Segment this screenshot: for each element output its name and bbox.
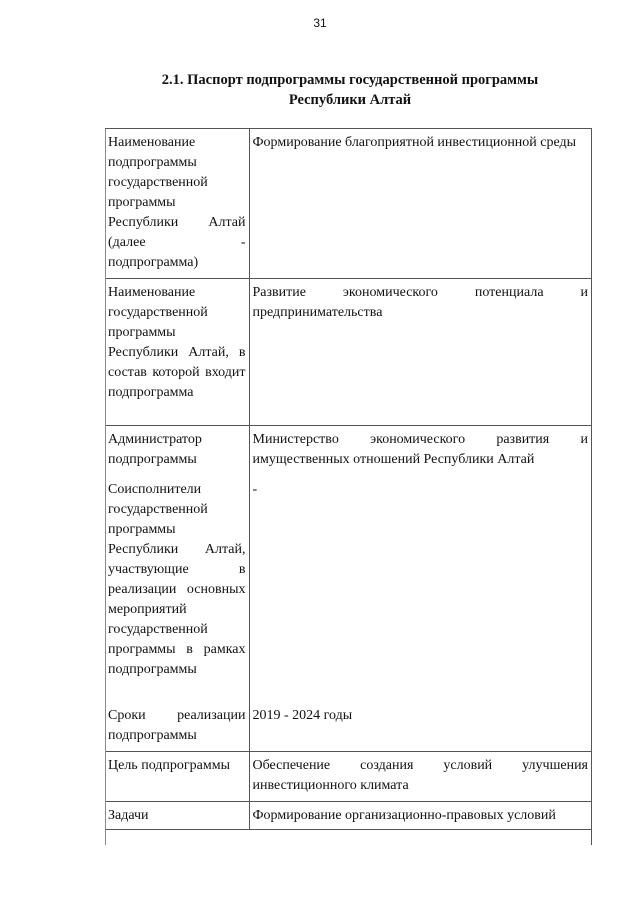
page-number: 31 <box>313 16 327 30</box>
table-row <box>105 802 591 830</box>
row-label: Цель подпрограммы <box>105 752 249 802</box>
row-value: - <box>252 481 258 497</box>
row-label: Сроки реализации подпрограммы <box>105 702 249 752</box>
row-label: Наименование подпрограммы государственной программы Республики Алтай (далее - подпрограмма) <box>105 129 249 279</box>
row-value: Формирование благоприятной инвестиционной среды <box>249 129 591 279</box>
row-value: Развитие экономического потенциала и предпринимательства <box>249 279 591 426</box>
section-title-line-2: Республики Алтай <box>288 92 412 108</box>
row-value: Министерство экономического развития и имущественных отношений Республики Алтай <box>249 426 591 476</box>
table-row <box>105 279 591 426</box>
table-row <box>105 129 591 279</box>
table-left-border <box>105 128 106 845</box>
table-row <box>105 702 591 752</box>
row-label: Задачи <box>105 802 249 830</box>
row-label: Наименование государственной программы Республики Алтай, в состав которой входит подпрограмма <box>105 279 249 426</box>
row-label: Администратор подпрограммы <box>105 426 249 476</box>
row-label: Соисполнители государственной программы Республики Алтай, участвующие в реализации основных мероприятий государственной программы в рамках подпрограммы <box>105 476 249 702</box>
row-value: 2019 - 2024 годы <box>252 707 353 723</box>
table-right-border <box>591 128 592 845</box>
table-row <box>105 426 591 476</box>
table-row <box>105 752 591 802</box>
table-row <box>105 476 591 702</box>
section-title <box>60 70 640 110</box>
section-title-line-1: 2.1. Паспорт подпрограммы государственной программы <box>161 72 539 88</box>
subprogram-passport-table <box>105 128 591 830</box>
table-top-border <box>105 128 591 129</box>
row-value: Формирование организационно-правовых условий <box>249 802 591 830</box>
row-value: Обеспечение создания условий улучшения инвестиционного климата <box>249 752 591 802</box>
